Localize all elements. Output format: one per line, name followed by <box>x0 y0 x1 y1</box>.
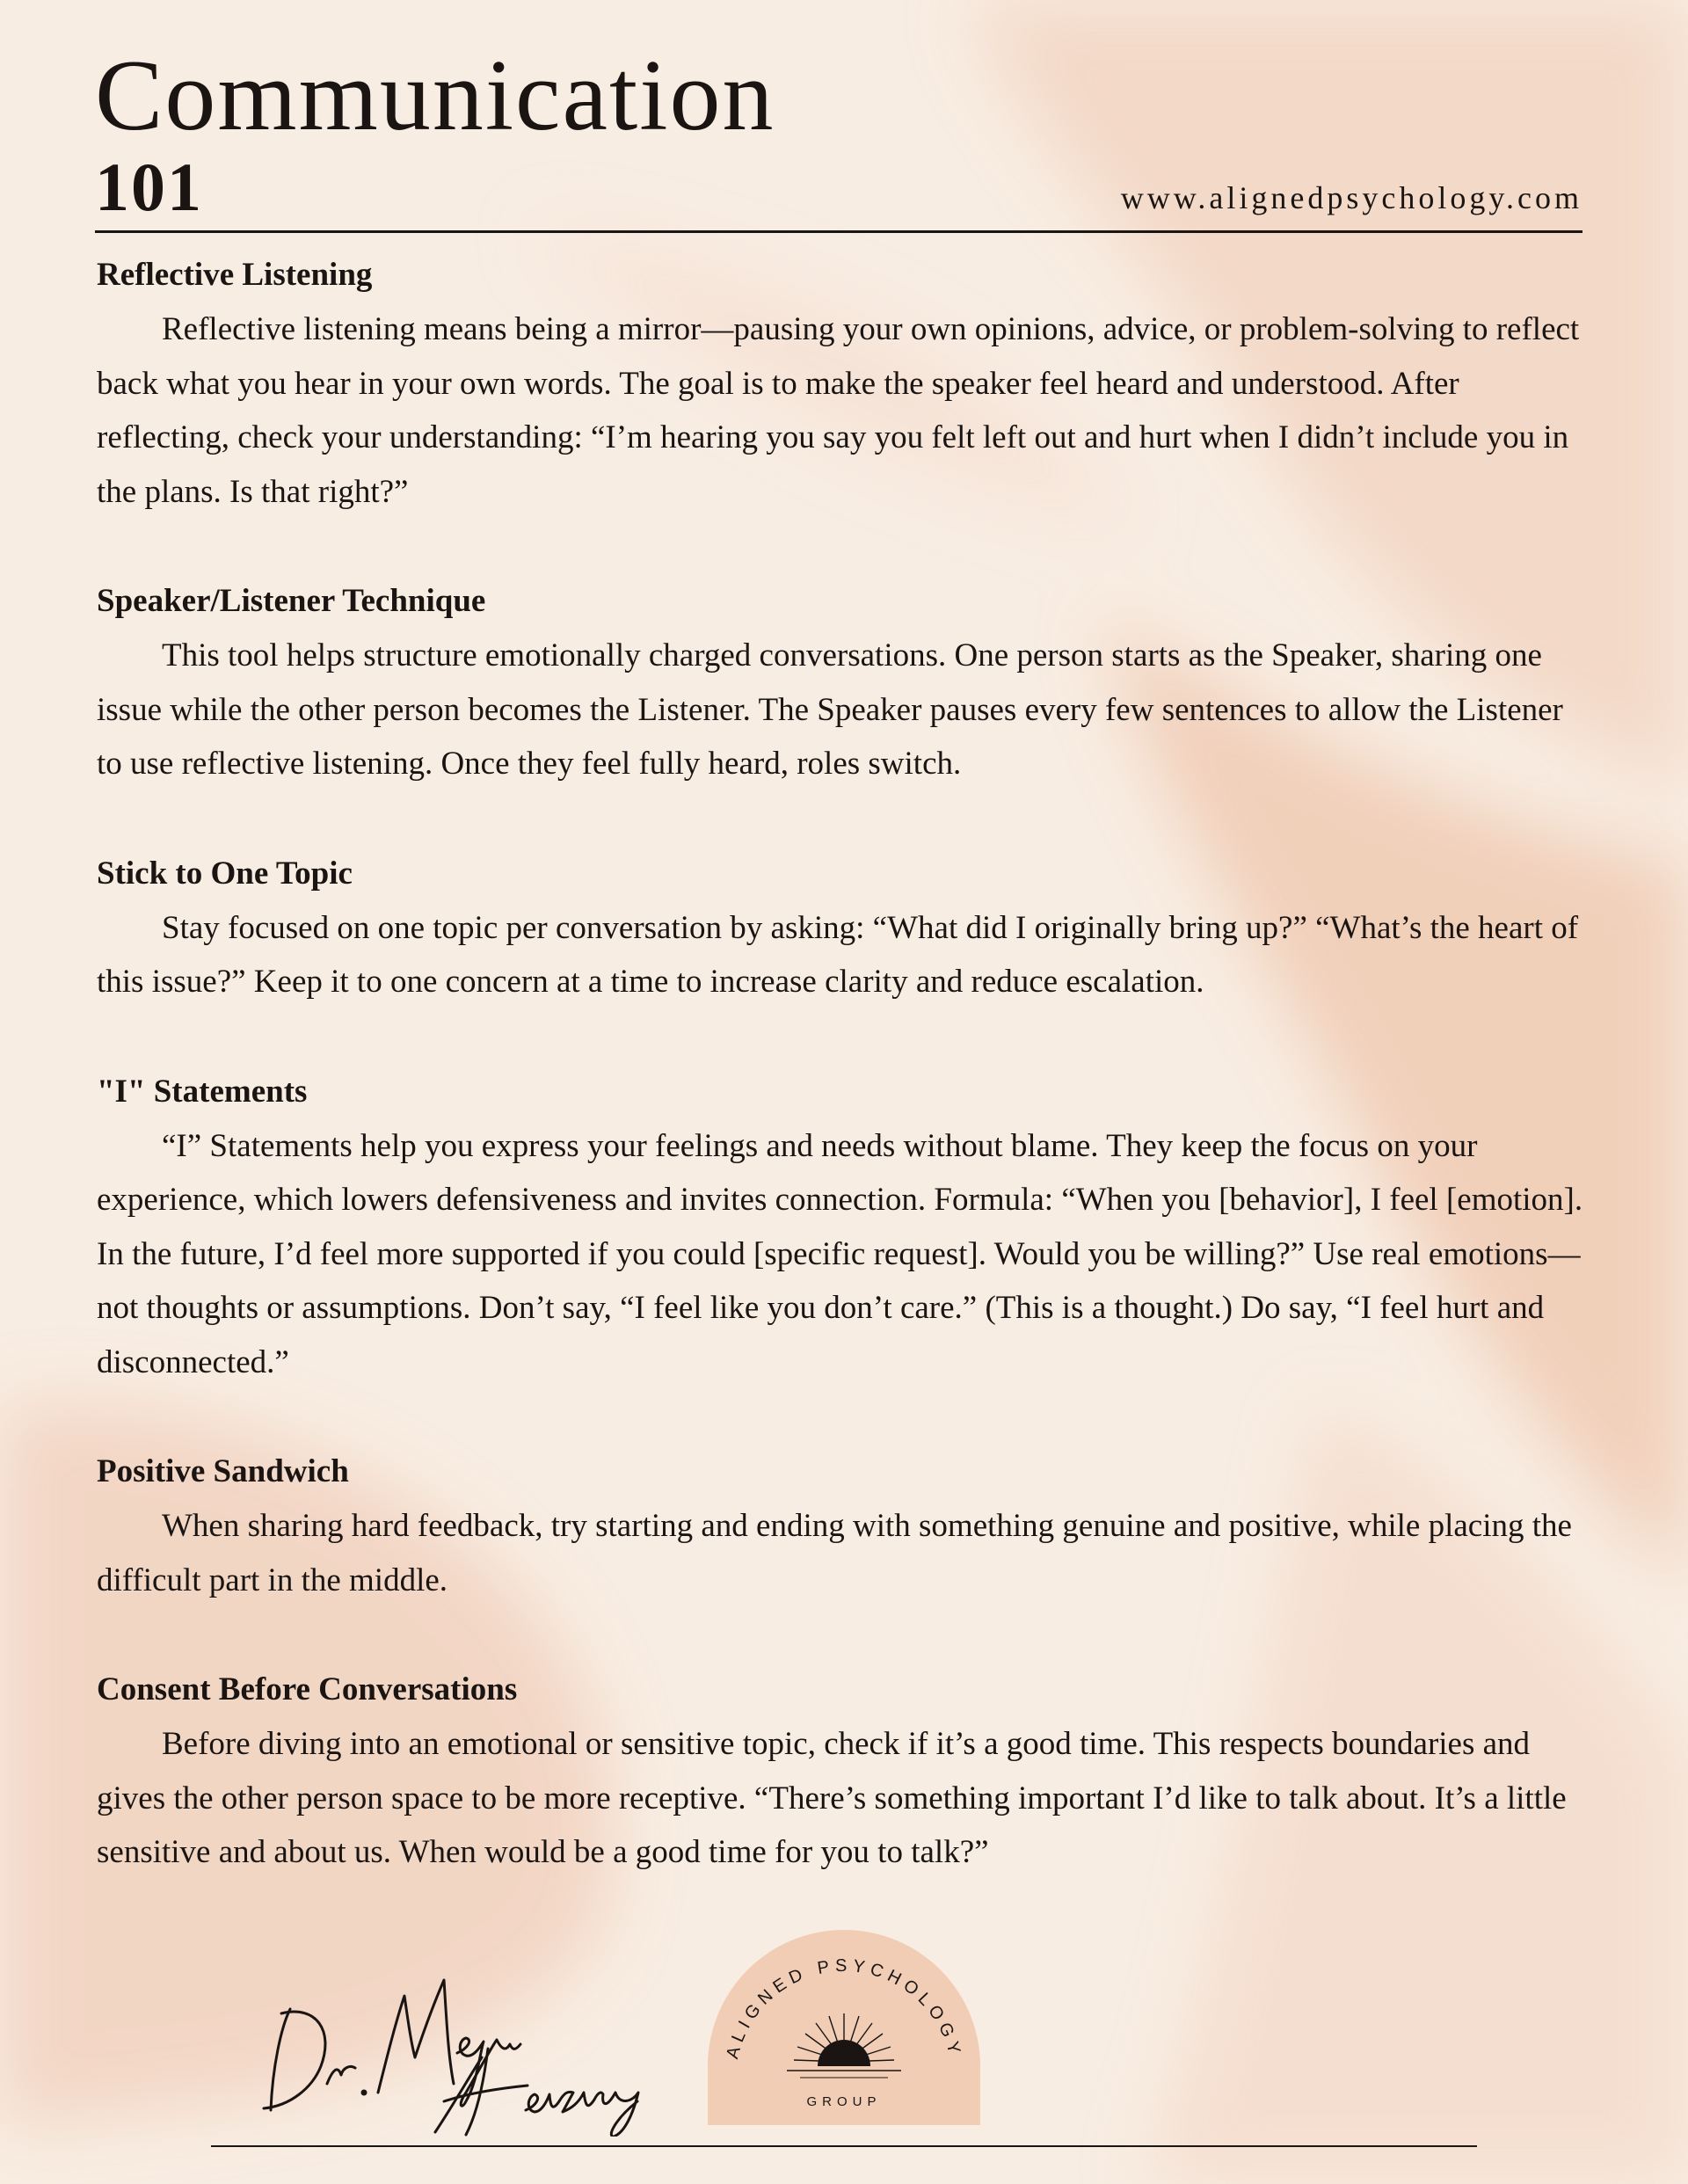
section-speaker-listener <box>97 574 1591 791</box>
section-body: “I” Statements help you express your feelings and needs without blame. They keep the focus on your experience, which lowers defensiveness and invites connection. Formula: “When you [behavior], I feel [emotion]. In the future, I’d feel more supported if you could [specific request]. Would you be willing?” Use real emotions—not thoughts or assumptions. Don’t say, “I feel like you don’t care.” (This is a thought.) Do say, “I feel hurt and disconnected.” <box>97 1127 1583 1380</box>
section-title: Speaker/Listener Technique <box>97 583 486 619</box>
section-body: Before diving into an emotional or sensitive topic, check if it’s a good time. This respects boundaries and gives the other person space to be more receptive. “There’s something important I’d like to talk about. It’s a little sensitive and about us. When would be a good time for you to talk?” <box>97 1726 1567 1870</box>
section-body: Reflective listening means being a mirror—pausing your own opinions, advice, or problem-solving to reflect back what you hear in your own words. The goal is to make the speaker feel heard and understood. After reflecting, check your understanding: “I’m hearing you say you felt left out and hurt when I didn’t include you in the plans. Is that right?” <box>97 311 1580 510</box>
section-title: Consent Before Conversations <box>97 1671 518 1707</box>
section-body: Stay focused on one topic per conversation by asking: “What did I originally bring up?” “What’s the heart of this issue?” Keep it to one concern at a time to increase clarity and reduce escalation. <box>97 909 1579 1000</box>
section-body: This tool helps structure emotionally charged conversations. One person starts as the Speaker, sharing one issue while the other person becomes the Listener. The Speaker pauses every few sentences to allow the Listener to use reflective listening. Once they feel fully heard, roles switch. <box>97 637 1563 782</box>
signature-image <box>246 1961 686 2137</box>
page-title: Communication <box>95 40 775 152</box>
section-title: Stick to One Topic <box>97 855 353 892</box>
svg-text:GROUP: GROUP <box>806 2094 882 2109</box>
section-reflective-listening <box>97 248 1591 519</box>
section-consent <box>97 1663 1591 1880</box>
section-body: When sharing hard feedback, try starting and ending with something genuine and positive, while placing the difficult part in the middle. <box>97 1508 1572 1598</box>
section-one-topic <box>97 847 1591 1009</box>
section-i-statements <box>97 1065 1591 1390</box>
section-title: Reflective Listening <box>97 257 373 293</box>
website-link[interactable]: www.alignedpsychology.com <box>1120 180 1582 215</box>
page-subtitle: 101 <box>95 149 203 225</box>
section-title: "I" Statements <box>97 1073 308 1110</box>
content-body <box>97 248 1591 1935</box>
svg-text:ALIGNED PSYCHOLOGY: ALIGNED PSYCHOLOGY <box>723 1955 965 2061</box>
section-title: Positive Sandwich <box>97 1453 349 1489</box>
aligned-psychology-logo <box>708 1930 980 2125</box>
header-divider <box>95 230 1582 233</box>
footer-divider <box>211 2145 1477 2147</box>
section-positive-sandwich <box>97 1445 1591 1607</box>
